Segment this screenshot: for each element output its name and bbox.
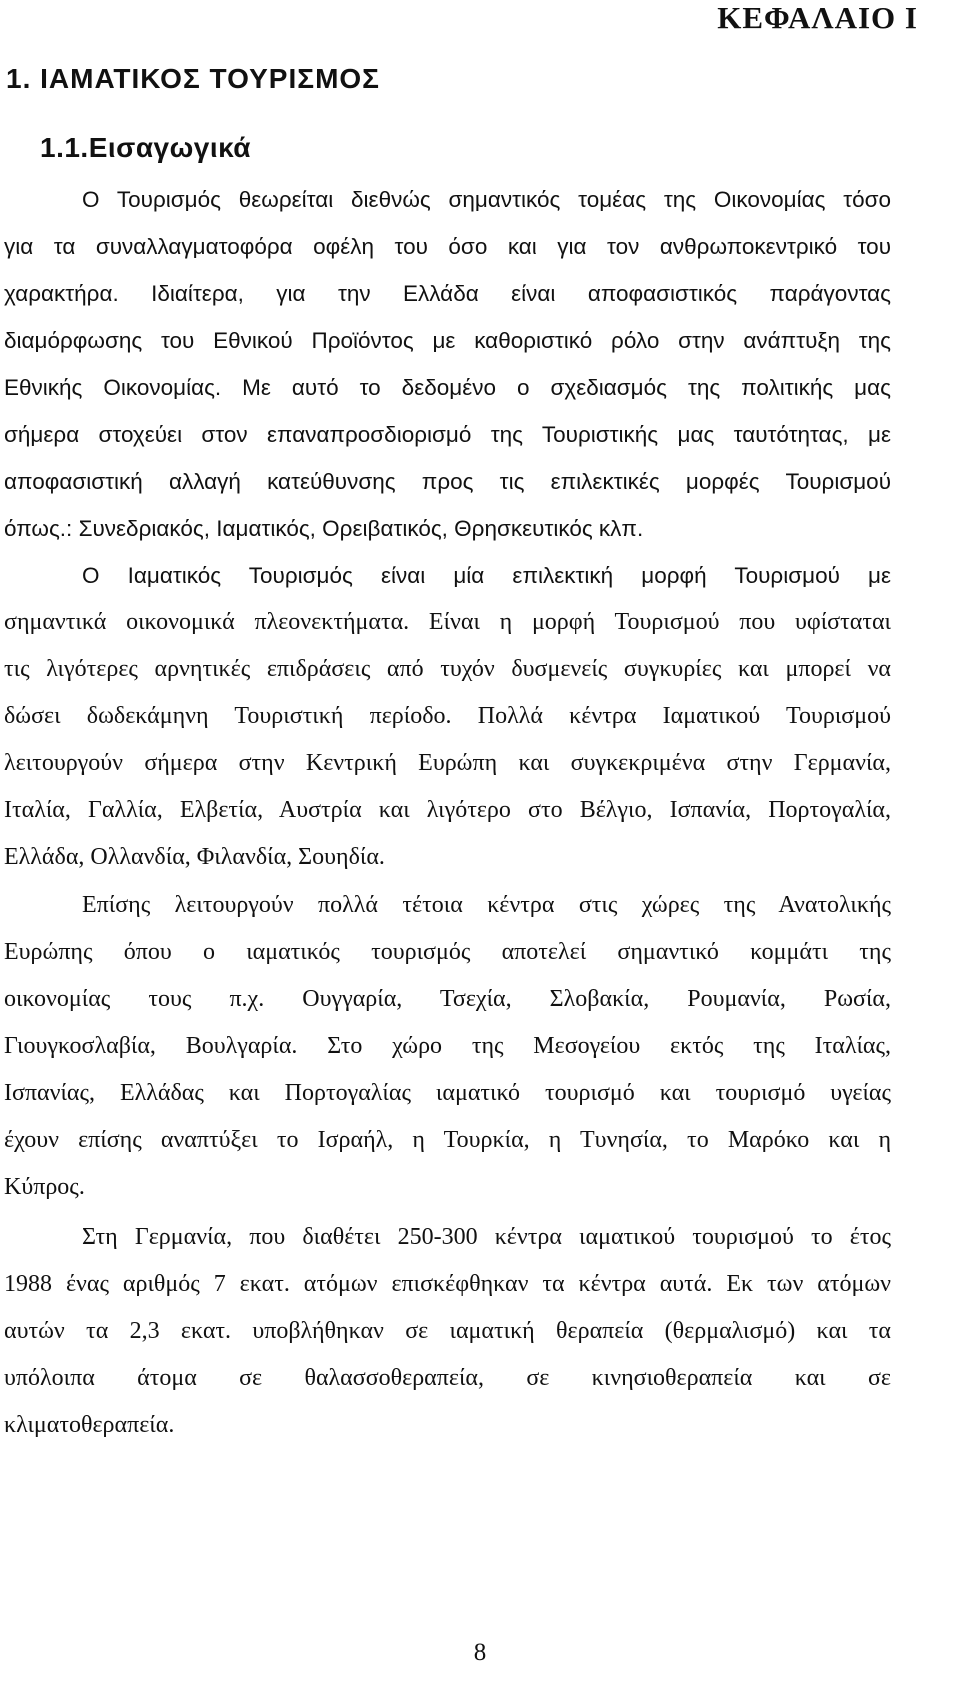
chapter-header: ΚΕΦΑΛΑΙΟ Ι	[717, 0, 918, 35]
section-heading: 1. ΙΑΜΑΤΙΚΟΣ ΤΟΥΡΙΣΜΟΣ	[6, 63, 380, 94]
paragraph-line: έχουν επίσης αναπτύξει το Ισραήλ, η Τουρκία, η Τυνησία, το Μαρόκο και η	[4, 1127, 891, 1153]
paragraph-line: Επίσης λειτουργούν πολλά τέτοια κέντρα στις χώρες της Ανατολικής	[82, 892, 891, 918]
subsection-heading: 1.1.Εισαγωγικά	[40, 132, 251, 163]
paragraph-line: Εθνικής Οικονομίας. Με αυτό το δεδομένο ο σχεδιασμός της πολιτικής μας	[4, 375, 891, 400]
paragraph-3	[4, 882, 891, 1211]
paragraph-line: για τα συναλλαγματοφόρα οφέλη του όσο και για τον ανθρωποκεντρικό του	[4, 234, 891, 259]
paragraph-1	[4, 176, 891, 552]
paragraph-line: διαμόρφωσης του Εθνικού Προϊόντος με καθοριστικό ρόλο στην ανάπτυξη της	[4, 328, 891, 353]
paragraph-line: Ισπανίας, Ελλάδας και Πορτογαλίας ιαματικό τουρισμό και τουρισμό υγείας	[4, 1080, 891, 1106]
paragraph-line: σήμερα στοχεύει στον επαναπροσδιορισμό της Τουριστικής μας ταυτότητας, με	[4, 422, 891, 447]
paragraph-line: Ο Τουρισμός θεωρείται διεθνώς σημαντικός τομέας της Οικονομίας τόσο	[82, 187, 891, 212]
paragraph-line: υπόλοιπα άτομα σε θαλασσοθεραπεία, σε κινησιοθεραπεία και σε	[4, 1365, 891, 1391]
paragraph-line: αποφασιστική αλλαγή κατεύθυνσης προς τις επιλεκτικές μορφές Τουρισμού	[4, 469, 891, 494]
paragraph-line: δώσει δωδεκάμηνη Τουριστική περίοδο. Πολλά κέντρα Ιαματικού Τουρισμού	[4, 703, 891, 729]
paragraph-2	[4, 552, 891, 881]
paragraph-line: κλιματοθεραπεία.	[4, 1412, 175, 1438]
paragraph-line: τις λιγότερες αρνητικές επιδράσεις από τυχόν δυσμενείς συγκυρίες και μπορεί να	[4, 656, 891, 682]
paragraph-line: χαρακτήρα. Ιδιαίτερα, για την Ελλάδα είναι αποφασιστικός παράγοντας	[4, 281, 891, 306]
paragraph-line: Γιουγκοσλαβία, Βουλγαρία. Στο χώρο της Μεσογείου εκτός της Ιταλίας,	[4, 1033, 891, 1059]
paragraph-line: όπως.: Συνεδριακός, Ιαματικός, Ορειβατικός, Θρησκευτικός κλπ.	[4, 516, 644, 541]
paragraph-line: Ευρώπης όπου ο ιαματικός τουρισμός αποτελεί σημαντικό κομμάτι της	[4, 939, 891, 965]
paragraph-line: Κύπρος.	[4, 1174, 85, 1200]
paragraph-line: 1988 ένας αριθμός 7 εκατ. ατόμων επισκέφθηκαν τα κέντρα αυτά. Εκ των ατόμων	[4, 1271, 891, 1297]
paragraph-4	[4, 1214, 891, 1449]
paragraph-line: λειτουργούν σήμερα στην Κεντρική Ευρώπη και συγκεκριμένα στην Γερμανία,	[4, 750, 891, 776]
paragraph-line: Ο Ιαματικός Τουρισμός είναι μία επιλεκτική μορφή Τουρισμού με	[82, 563, 891, 588]
paragraph-line: Στη Γερμανία, που διαθέτει 250-300 κέντρα ιαματικού τουρισμού το έτος	[82, 1224, 891, 1250]
paragraph-line: σημαντικά οικονομικά πλεονεκτήματα. Είναι η μορφή Τουρισμού που υφίσταται	[4, 609, 891, 635]
paragraph-line: αυτών τα 2,3 εκατ. υποβλήθηκαν σε ιαματική θεραπεία (θερμαλισμό) και τα	[4, 1318, 891, 1344]
page-number: 8	[473, 1639, 487, 1666]
paragraph-line: οικονομίας τους π.χ. Ουγγαρία, Τσεχία, Σλοβακία, Ρουμανία, Ρωσία,	[4, 986, 891, 1012]
paragraph-line: Ελλάδα, Ολλανδία, Φιλανδία, Σουηδία.	[4, 844, 385, 870]
paragraph-line: Ιταλία, Γαλλία, Ελβετία, Αυστρία και λιγότερο στο Βέλγιο, Ισπανία, Πορτογαλία,	[4, 797, 891, 823]
